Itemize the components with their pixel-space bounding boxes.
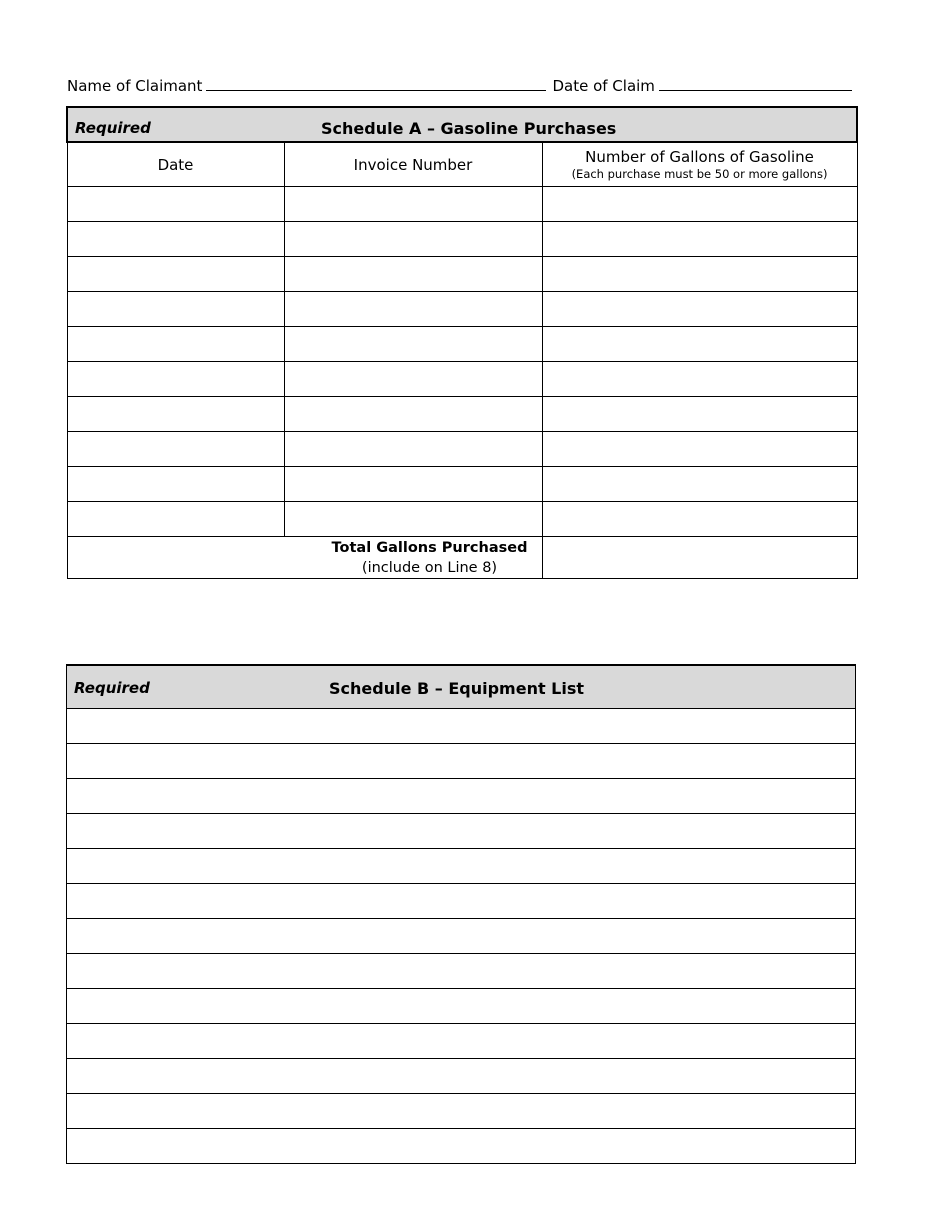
date-cell[interactable] <box>67 397 284 432</box>
equipment-row <box>67 1059 856 1094</box>
gallons-cell[interactable] <box>542 362 857 397</box>
gallons-cell[interactable] <box>542 292 857 327</box>
equipment-cell[interactable] <box>67 919 856 954</box>
gallons-cell[interactable] <box>542 502 857 537</box>
equipment-row <box>67 919 856 954</box>
gallons-cell[interactable] <box>542 257 857 292</box>
equipment-cell[interactable] <box>67 814 856 849</box>
schedule-a-required-label: Required <box>75 119 151 137</box>
total-gallons-field[interactable] <box>542 537 857 579</box>
equipment-cell[interactable] <box>67 744 856 779</box>
schedule-a-row <box>67 292 857 327</box>
schedule-a-row <box>67 467 857 502</box>
equipment-cell[interactable] <box>67 849 856 884</box>
equipment-row <box>67 1129 856 1164</box>
total-gallons-row <box>67 537 857 579</box>
equipment-row <box>67 814 856 849</box>
invoice-number-cell[interactable] <box>284 432 542 467</box>
gallons-cell[interactable] <box>542 397 857 432</box>
claimant-header <box>67 75 867 97</box>
gallons-minimum-note: (Each purchase must be 50 or more gallons) <box>571 167 828 181</box>
equipment-row <box>67 849 856 884</box>
gallons-cell[interactable] <box>542 187 857 222</box>
gallons-cell[interactable] <box>542 222 857 257</box>
gallons-column-header: Number of Gallons of Gasoline (Each purchase must be 50 or more gallons) <box>542 142 857 187</box>
schedule-a-row <box>67 362 857 397</box>
invoice-number-cell[interactable] <box>284 362 542 397</box>
date-cell[interactable] <box>67 222 284 257</box>
invoice-number-cell[interactable] <box>284 222 542 257</box>
equipment-cell[interactable] <box>67 1094 856 1129</box>
equipment-row <box>67 1094 856 1129</box>
total-gallons-label: Total Gallons Purchased (include on Line 8) <box>67 537 542 579</box>
equipment-row <box>67 954 856 989</box>
date-cell[interactable] <box>67 432 284 467</box>
date-cell[interactable] <box>67 187 284 222</box>
schedule-b-table <box>66 664 856 1164</box>
schedule-a-column-headers <box>67 142 857 187</box>
invoice-number-cell[interactable] <box>284 397 542 432</box>
schedule-a-row <box>67 187 857 222</box>
equipment-cell[interactable] <box>67 954 856 989</box>
schedule-a-row <box>67 397 857 432</box>
equipment-row <box>67 779 856 814</box>
date-cell[interactable] <box>67 292 284 327</box>
schedule-a-row <box>67 432 857 467</box>
date-of-claim-label: Date of Claim <box>552 77 655 95</box>
schedule-a-title-row <box>67 107 857 142</box>
equipment-row <box>67 884 856 919</box>
date-column-header: Date <box>67 142 284 187</box>
name-of-claimant-label: Name of Claimant <box>67 77 203 95</box>
schedule-a-title: Schedule A – Gasoline Purchases <box>321 119 617 138</box>
schedule-b-title: Schedule B – Equipment List <box>329 679 585 698</box>
equipment-row <box>67 1024 856 1059</box>
date-cell[interactable] <box>67 467 284 502</box>
date-cell[interactable] <box>67 327 284 362</box>
equipment-row <box>67 744 856 779</box>
date-cell[interactable] <box>67 257 284 292</box>
gallons-cell[interactable] <box>542 327 857 362</box>
invoice-number-cell[interactable] <box>284 187 542 222</box>
invoice-number-cell[interactable] <box>284 467 542 502</box>
invoice-number-cell[interactable] <box>284 502 542 537</box>
invoice-number-cell[interactable] <box>284 257 542 292</box>
name-of-claimant-field[interactable] <box>206 76 546 91</box>
invoice-number-cell[interactable] <box>284 327 542 362</box>
equipment-cell[interactable] <box>67 989 856 1024</box>
equipment-row <box>67 989 856 1024</box>
gallons-cell[interactable] <box>542 467 857 502</box>
schedule-a-row <box>67 257 857 292</box>
date-cell[interactable] <box>67 362 284 397</box>
equipment-cell[interactable] <box>67 1129 856 1164</box>
date-of-claim-field[interactable] <box>659 76 852 91</box>
gallons-cell[interactable] <box>542 432 857 467</box>
equipment-cell[interactable] <box>67 709 856 744</box>
equipment-row <box>67 709 856 744</box>
schedule-a-table <box>66 106 858 579</box>
schedule-a-row <box>67 327 857 362</box>
equipment-cell[interactable] <box>67 779 856 814</box>
schedule-a-row <box>67 502 857 537</box>
invoice-number-cell[interactable] <box>284 292 542 327</box>
schedule-b-required-label: Required <box>74 679 150 697</box>
equipment-cell[interactable] <box>67 1059 856 1094</box>
equipment-cell[interactable] <box>67 1024 856 1059</box>
invoice-number-column-header: Invoice Number <box>284 142 542 187</box>
schedule-b-title-row <box>67 665 856 709</box>
equipment-cell[interactable] <box>67 884 856 919</box>
date-cell[interactable] <box>67 502 284 537</box>
schedule-a-row <box>67 222 857 257</box>
